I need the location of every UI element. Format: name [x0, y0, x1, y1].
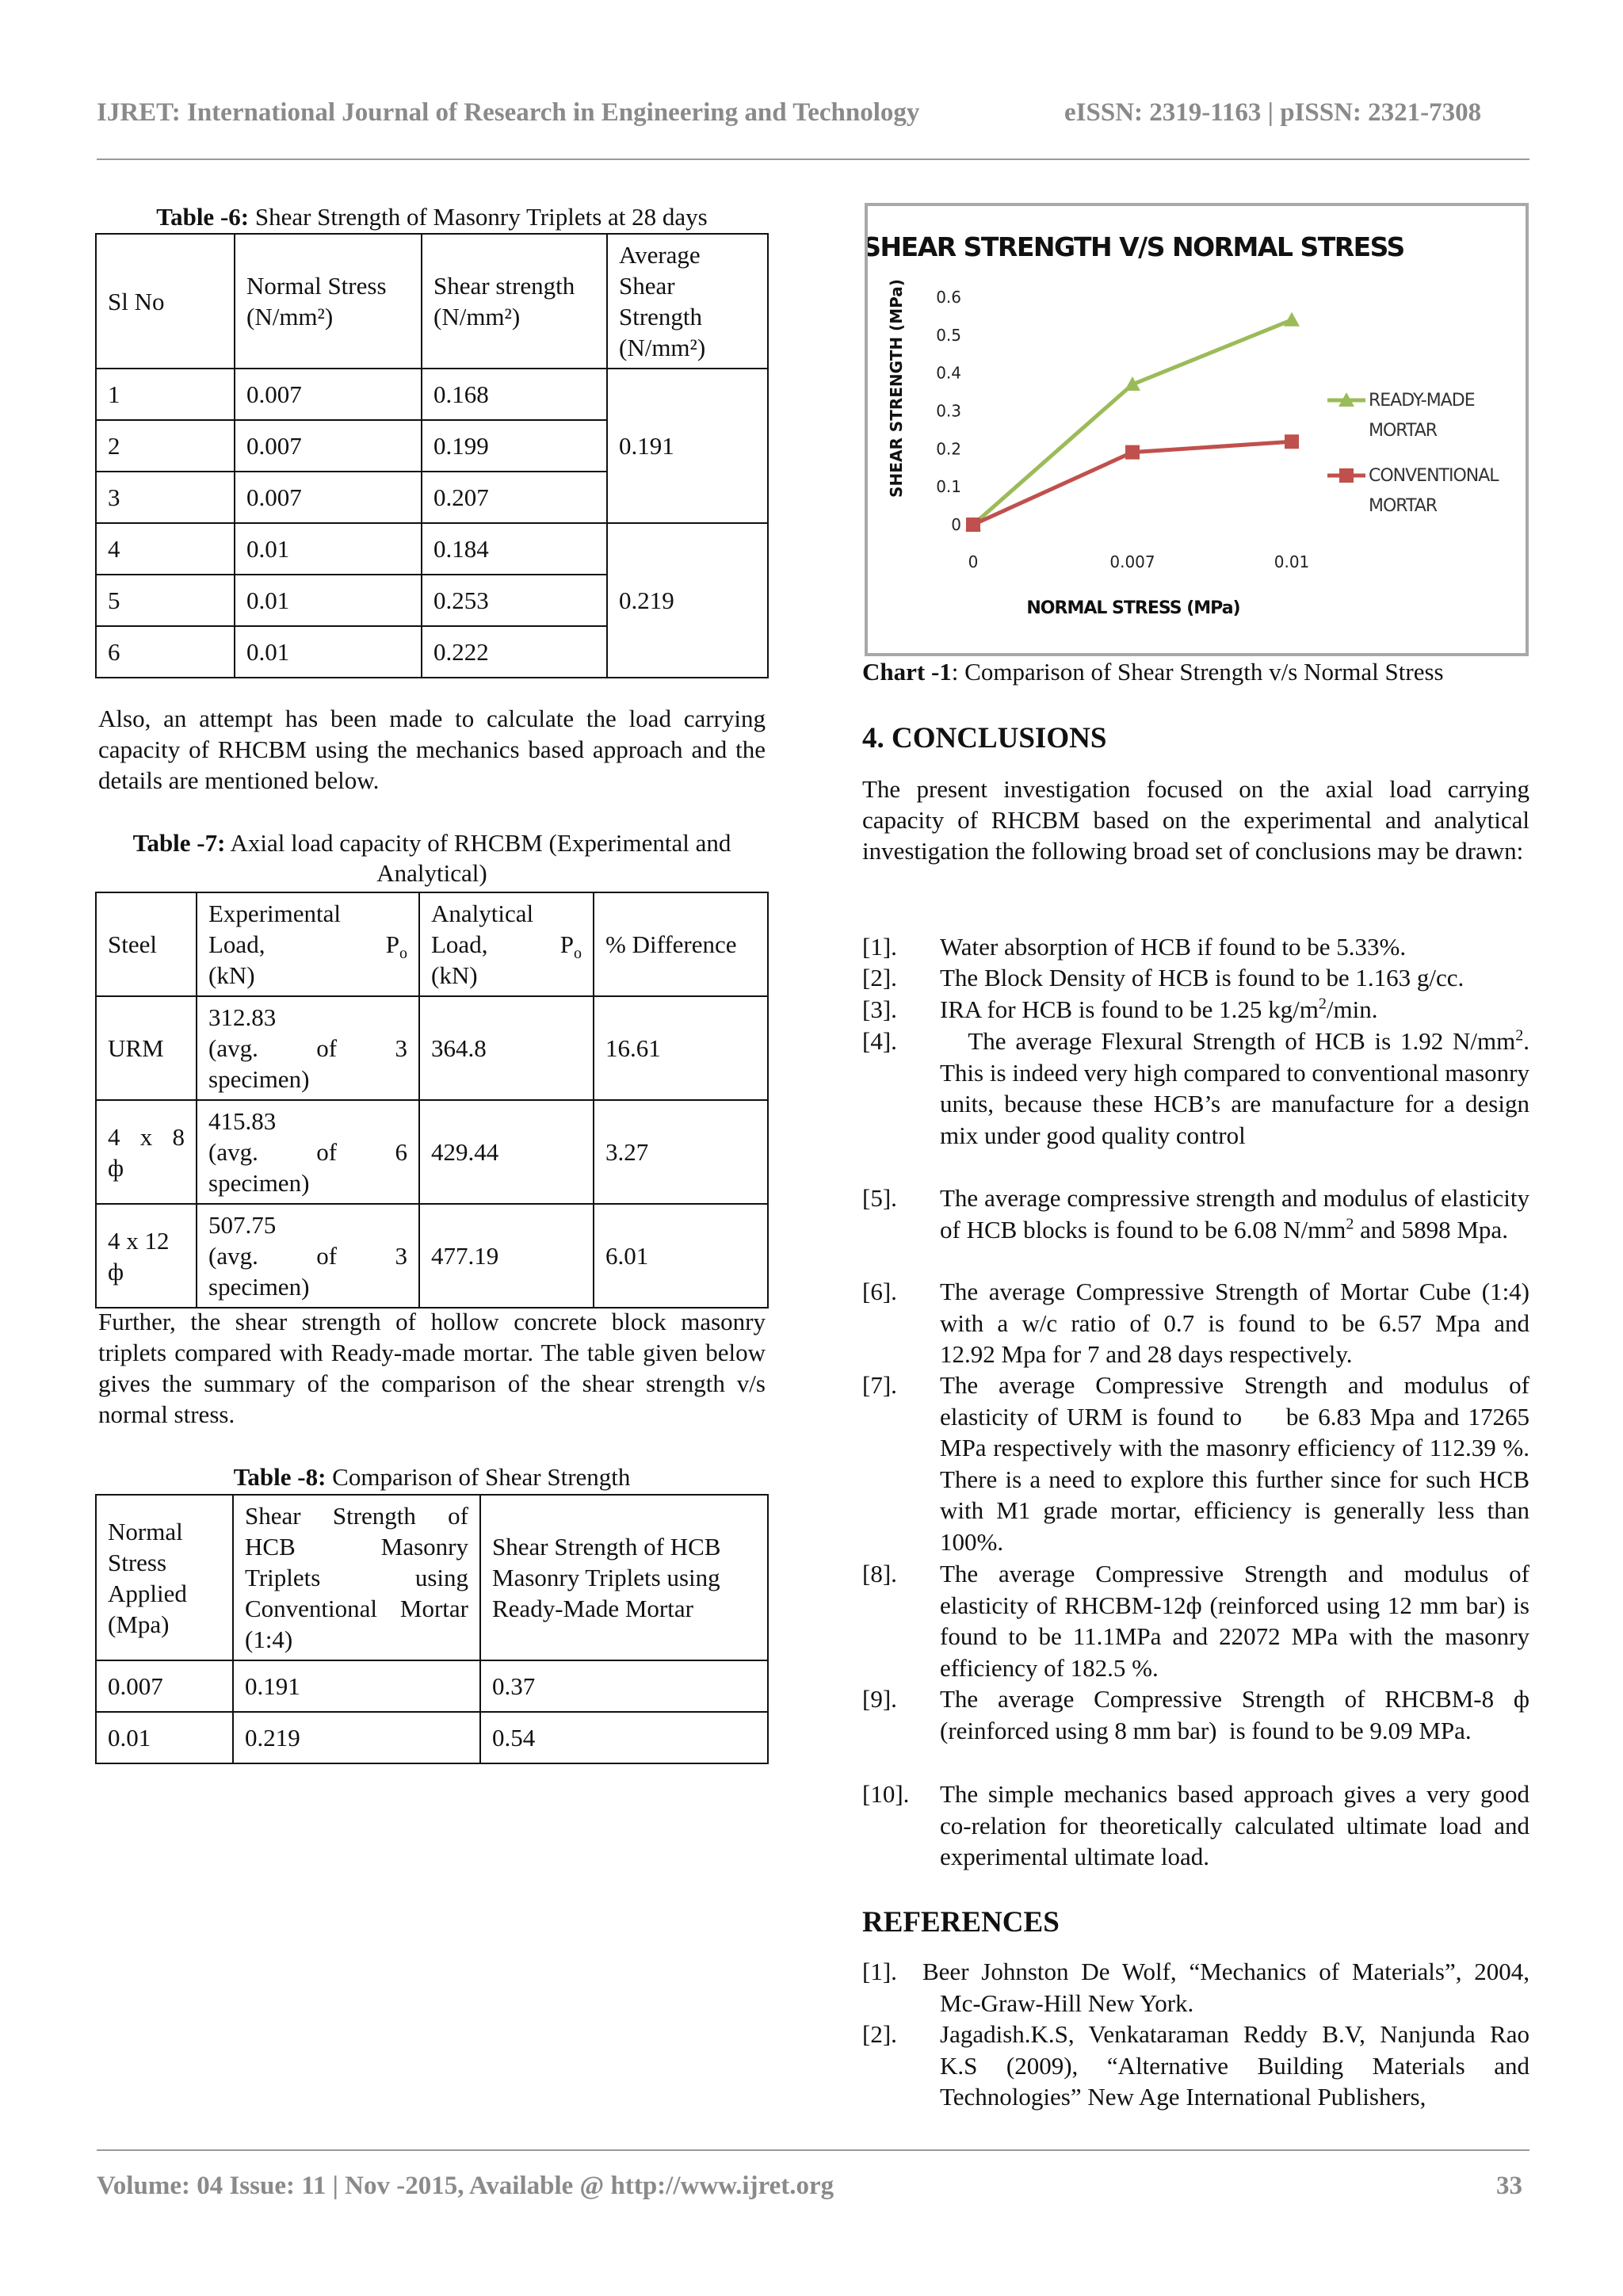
table-cell: 3 [96, 472, 235, 523]
table-cell: 0.01 [235, 626, 422, 678]
table-cell: 0.01 [235, 523, 422, 575]
data-point-square [1285, 434, 1299, 449]
data-point-square [966, 518, 980, 532]
table-row [96, 996, 768, 1100]
legend-marker-square [1339, 468, 1354, 483]
table-cell-average: 0.191 [607, 369, 768, 523]
table-cell: 4 [96, 523, 235, 575]
legend-label: READY-MADE [1369, 391, 1475, 411]
table-cell: 0.007 [235, 472, 422, 523]
table-cell: 0.199 [422, 420, 607, 472]
conclusion-item: [10]. The simple mechanics based approach gives a very good co-relation for theoretically calculated ultimate load and experimental ultimate load. [862, 1780, 1536, 1870]
conclusion-item: [1]. Water absorption of HCB if found to be 5.33%. [862, 933, 1407, 961]
table-header-cell: Shear Strength of HCB Masonry Triplets using Ready-Made Mortar [480, 1495, 768, 1660]
issn: eISSN: 2319-1163 | pISSN: 2321-7308 [1064, 98, 1482, 127]
chart-title: SHEAR STRENGTH V/S NORMAL STRESS [868, 231, 1404, 262]
table-cell: 0.01 [96, 1712, 233, 1763]
reference-item: [1]. Beer Johnston De Wolf, “Mechanics of Materials”, 2004, Mc-Graw-Hill New York. [862, 1958, 1529, 2017]
reference-item: [2]. Jagadish.K.S, Venkataraman Reddy B.V, Nanjunda Rao K.S (2009), “Alternative Building Materials and Technologies” New Age International Publishers, [862, 2020, 1529, 2111]
table-cell: 16.61 [594, 996, 768, 1100]
table7-caption: Table -7: Axial load capacity of RHCBM (Experimental and Analytical) [132, 829, 731, 887]
legend-label: CONVENTIONAL [1369, 466, 1499, 486]
table-header-cell: Normal Stress (N/mm²) [235, 234, 422, 369]
table-row [96, 1660, 768, 1712]
chart-ylabel: SHEAR STRENGTH (MPa) [887, 279, 906, 498]
table-header-cell: Shear strength (N/mm²) [422, 234, 607, 369]
conclusion-item: [2]. The Block Density of HCB is found to be 1.163 g/cc. [862, 964, 1465, 991]
table-cell: 6 [96, 626, 235, 678]
x-tick-label: 0.01 [1274, 552, 1310, 571]
table8-caption: Table -8: Comparison of Shear Strength [233, 1463, 631, 1491]
conclusions-heading: 4. CONCLUSIONS [862, 722, 1107, 755]
table-cell: 3.27 [594, 1100, 768, 1204]
y-tick-label: 0.4 [936, 363, 961, 383]
x-tick-label: 0 [968, 552, 979, 571]
chart-xlabel: NORMAL STRESS (MPa) [1026, 598, 1240, 618]
footer-rule [97, 2149, 1529, 2151]
conclusion-item: [6]. The average Compressive Strength of Mortar Cube (1:4) with a w/c ratio of 0.7 is found to be 6.57 Mpa and 12.92 Mpa for 7 and 28 days respectively. [862, 1278, 1579, 1368]
table-cell: 1 [96, 369, 235, 420]
x-tick-label: 0.007 [1109, 552, 1155, 571]
table-header-row [96, 234, 768, 369]
table-cell: 429.44 [419, 1100, 594, 1204]
table6 [95, 233, 769, 678]
conclusion-item: [4]. The average Flexural Strength of HCB is 1.92 $N/mm^2$. This is indeed very high compared to conventional masonry units, because these HCB’s are manufacture for a design mix under good quality control [862, 1026, 1536, 1149]
table7 [95, 892, 769, 1308]
y-tick-label: 0 [951, 515, 961, 534]
y-tick-label: 0.1 [936, 477, 961, 497]
table-cell: 0.168 [422, 369, 607, 420]
table-cell: 0.007 [235, 420, 422, 472]
conclusion-item: [5]. The average compressive strength and modulus of elasticity of HCB blocks is found to be 6.08 $N/mm^2$ and 5898 Mpa. [862, 1184, 1536, 1244]
series-line [973, 320, 1292, 525]
conclusion-item: [9]. The average Compressive Strength of RHCBM-8 ф (reinforced using 8 mm bar) is found to be 9.09 MPa. [862, 1685, 1536, 1744]
chart-container [865, 203, 1529, 656]
table-header-cell: Analytical Load, $P_o$ (kN) [419, 892, 594, 996]
table-cell: 0.01 [235, 575, 422, 626]
table-row [96, 369, 768, 420]
table-header-row [96, 1495, 768, 1660]
y-tick-label: 0.6 [936, 288, 961, 307]
table-header-cell: Sl No [96, 234, 235, 369]
legend-label: MORTAR [1369, 421, 1438, 441]
table-cell: 0.007 [235, 369, 422, 420]
paragraph-shear-comparison: Further, the shear strength of hollow concrete block masonry triplets compared with Ready-made mortar. The table given below gives the summary of the comparison of the shear strength v/s normal stress. [98, 1308, 766, 1428]
footer-volume: Volume: 04 Issue: 11 | Nov -2015, Available @ http://www.ijret.org [97, 2172, 834, 2200]
table-header-cell: Steel [96, 892, 197, 996]
chart-caption: Chart -1: Comparison of Shear Strength v/s Normal Stress [862, 658, 1444, 686]
conclusion-item: [8]. The average Compressive Strength and modulus of elasticity of RHCBM-12ф (reinforced using 12 mm bar) is found to be 11.1MPa and 22072 MPa with the masonry efficiency of 182.5 %. [862, 1560, 1536, 1682]
journal-title: IJRET: International Journal of Research in Engineering and Technology [97, 98, 920, 127]
table-cell-experimental: 415.83 (avg. of 6 specimen) [197, 1100, 419, 1204]
table-cell: 0.222 [422, 626, 607, 678]
conclusion-item: [7]. The average Compressive Strength and modulus of elasticity of URM is found to be 6.83 Mpa and 17265 MPa respectively with the masonry efficiency of 112.39 %. There is a need to explore this further since for such HCB with M1 grade mortar, efficiency is generally less than 100%. [862, 1371, 1536, 1556]
legend-label: MORTAR [1369, 496, 1438, 516]
table-header-row [96, 892, 768, 996]
table-header-cell: Normal Stress Applied (Mpa) [96, 1495, 233, 1660]
table-cell: 477.19 [419, 1204, 594, 1308]
table-row [96, 1100, 768, 1204]
table-row [96, 1712, 768, 1763]
page-number: 33 [1496, 2172, 1522, 2200]
table-cell: 0.207 [422, 472, 607, 523]
data-point-triangle [1284, 312, 1300, 327]
table-cell: 0.184 [422, 523, 607, 575]
table6-caption: Table -6: Shear Strength of Masonry Triplets at 28 days [156, 203, 708, 231]
table-cell: 0.007 [96, 1660, 233, 1712]
y-tick-label: 0.2 [936, 439, 961, 459]
table-row [96, 1204, 768, 1308]
table-cell: 0.253 [422, 575, 607, 626]
paragraph-load-capacity: Also, an attempt has been made to calculate the load carrying capacity of RHCBM using the mechanics based approach and the details are mentioned below. [98, 705, 766, 794]
table-cell: 0.191 [233, 1660, 480, 1712]
table-cell: 0.54 [480, 1712, 768, 1763]
table8 [95, 1494, 769, 1764]
y-tick-label: 0.3 [936, 401, 961, 421]
table-cell-experimental: 507.75 (avg. of 3 specimen) [197, 1204, 419, 1308]
table-cell-steel: URM [96, 996, 197, 1100]
data-point-square [1125, 445, 1140, 460]
table-cell-steel: 4 x 12 ф [96, 1204, 197, 1308]
table-header-cell: Experimental Load, $P_o$ (kN) [197, 892, 419, 996]
table-cell: 0.37 [480, 1660, 768, 1712]
table-header-cell: % Difference [594, 892, 768, 996]
table-header-cell: Average Shear Strength (N/mm²) [607, 234, 768, 369]
table-cell: 2 [96, 420, 235, 472]
table-header-cell: Shear Strength of HCB Masonry Triplets using Conventional Mortar (1:4) [233, 1495, 480, 1660]
references-heading: REFERENCES [862, 1906, 1060, 1939]
conclusion-item: [3]. IRA for HCB is found to be 1.25 $kg/m^2/\min$. [862, 995, 1378, 1023]
shear-stress-chart [868, 206, 1526, 653]
header-rule [97, 159, 1529, 160]
conclusions-intro: The present investigation focused on the axial load carrying capacity of RHCBM based on the experimental and analytical investigation the following broad set of conclusions may be drawn: [862, 775, 1529, 865]
table-cell-experimental: 312.83 (avg. of 3 specimen) [197, 996, 419, 1100]
table-cell: 0.219 [233, 1712, 480, 1763]
table-cell: 364.8 [419, 996, 594, 1100]
y-tick-label: 0.5 [936, 325, 961, 345]
table-cell-average: 0.219 [607, 523, 768, 678]
table-cell-steel: 4 x 8 ф [96, 1100, 197, 1204]
table-row [96, 523, 768, 575]
table-cell: 5 [96, 575, 235, 626]
table-cell: 6.01 [594, 1204, 768, 1308]
